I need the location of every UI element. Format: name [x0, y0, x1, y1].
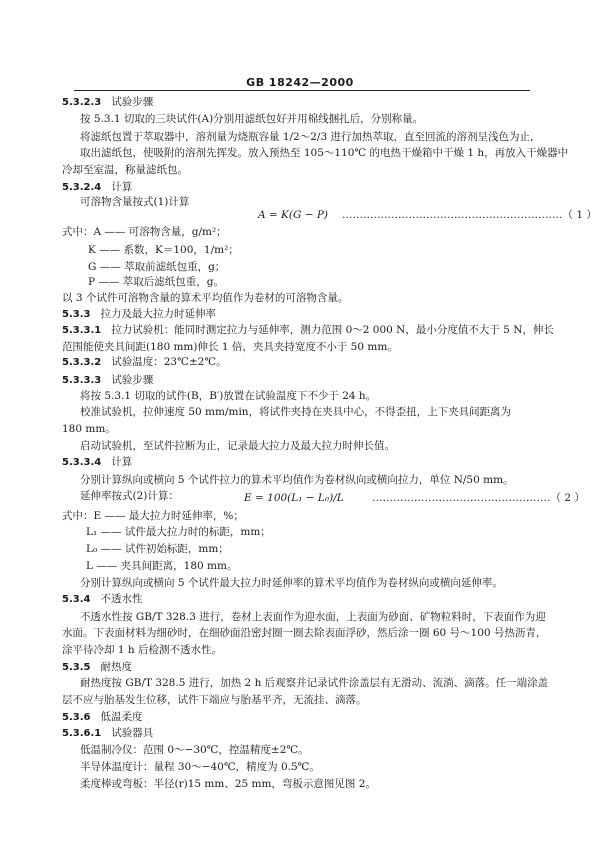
- text-line: [80, 195, 189, 209]
- text-line: [86, 559, 237, 573]
- line-text: 不透水性: [100, 593, 143, 605]
- equation-1: A = K(G − P): [258, 209, 329, 221]
- text-line: [62, 455, 132, 470]
- line-text: G —— 萃取前滤纸包重，g；: [88, 261, 226, 273]
- line-text: 耐热度按 GB/T 328.5 进行，加热 2 h 后观察并记录试件涂盖层有无滑动、流淌、滴落。任一端涂盖: [80, 677, 549, 689]
- text-line: [62, 323, 554, 338]
- text-line: [62, 726, 153, 741]
- line-text: 将滤纸包置于萃取器中，溶剂量为烧瓶容量 1/2～2/3 进行加热萃取，直至回流的溶剂呈浅色为止，: [80, 131, 541, 143]
- line-text: 式中：A —— 可溶物含量，g/m²；: [62, 226, 227, 238]
- equation-2-number: ……………………………………………（ 2 ）: [372, 492, 585, 504]
- line-text: 层不应与胎基发生位移，试件下端应与胎基平齐，无流挂、滴落。: [62, 694, 367, 706]
- clause-number: 5.3.3.3: [62, 375, 102, 386]
- text-line: [86, 542, 229, 556]
- text-line: [80, 112, 423, 126]
- line-text: 延伸率按式(2)计算：: [80, 490, 179, 502]
- line-text: 将按 5.3.1 切取的试件(B，B′)放置在试验温度下不少于 24 h。: [80, 390, 377, 402]
- line-text: 以 3 个试件可溶物含量的算术平均值作为卷材的可溶物含量。: [62, 292, 349, 304]
- line-text: 拉力及最大拉力时延伸率: [100, 308, 216, 320]
- text-line: [80, 473, 514, 487]
- text-line: [62, 291, 348, 305]
- text-line: [62, 643, 222, 657]
- text-line: [62, 693, 367, 707]
- clause-number: 5.3.3.4: [62, 457, 102, 468]
- text-line: [80, 146, 568, 160]
- clause-number: 5.3.6: [62, 712, 91, 723]
- text-line: [88, 243, 239, 257]
- text-line: [80, 489, 179, 503]
- text-line: [62, 660, 132, 675]
- line-text: L₁ —— 试件最大拉力时的标距，mm；: [86, 526, 271, 538]
- text-line: [62, 710, 142, 725]
- text-line: [88, 275, 224, 289]
- line-text: 水面。下表面材料为细砂时，在细砂面沿密封圈一圈去除表面浮砂，然后涂一圈 60 号～100 号热沥青，: [62, 627, 547, 639]
- line-text: 试验步骤: [111, 96, 154, 108]
- line-text: 试验温度：23℃±2℃。: [111, 356, 227, 368]
- clause-number: 5.3.3: [62, 309, 91, 320]
- text-line: [80, 576, 503, 590]
- clause-number: 5.3.3.2: [62, 357, 102, 368]
- line-text: 拉力试验机：能同时测定拉力与延伸率，测力范围 0～2 000 N，最小分度值不大于 5 N，伸长: [111, 324, 554, 336]
- line-text: 分别计算纵向或横向 5 个试件最大拉力时延伸率的算术平均值作为卷材纵向或横向延伸率。: [80, 577, 503, 589]
- line-text: 柔度棒或弯板：半径(r)15 mm、25 mm，弯板示意图见图 2。: [80, 778, 376, 790]
- line-text: 按 5.3.1 切取的三块试件(A)分别用滤纸包好并用棉线捆扎后，分别称量。: [80, 113, 424, 125]
- line-text: 试验步骤: [111, 374, 154, 386]
- text-line: [86, 525, 271, 539]
- line-text: 低温柔度: [100, 711, 143, 723]
- text-line: [62, 163, 188, 177]
- text-line: [80, 760, 320, 774]
- line-text: 可溶物含量按式(1)计算: [80, 196, 190, 208]
- text-line: [80, 439, 395, 453]
- line-text: 启动试验机，至试件拉断为止，记录最大拉力及最大拉力时伸长值。: [80, 440, 395, 452]
- text-line: [80, 389, 376, 403]
- clause-number: 5.3.2.4: [62, 182, 102, 193]
- line-text: 试验器具: [111, 727, 154, 739]
- clause-number: 5.3.2.3: [62, 97, 102, 108]
- text-line: [62, 307, 216, 322]
- text-line: [62, 509, 244, 523]
- equation-2: E = 100(L₁ − L₀)/L: [244, 492, 344, 504]
- line-text: L —— 夹具间距离，180 mm。: [86, 560, 238, 572]
- line-text: 取出滤纸包，使吸附的溶剂先挥发。放入预热至 105～110℃ 的电热干燥箱中干燥 1 h，再放入干燥器中: [80, 147, 569, 159]
- line-text: 范围能使夹具间距(180 mm)伸长 1 倍，夹具夹持宽度不小于 50 mm。: [62, 341, 398, 353]
- text-line: [62, 373, 153, 388]
- text-line: [62, 180, 132, 195]
- line-text: 耐热度: [100, 661, 132, 673]
- line-text: P —— 萃取后滤纸包重，g。: [88, 276, 224, 288]
- line-text: K —— 系数，K＝100，1/m²；: [88, 244, 239, 256]
- text-line: [62, 422, 116, 436]
- line-text: 涂平待冷却 1 h 后检测不透水性。: [62, 644, 222, 656]
- line-text: 不透水性按 GB/T 328.3 进行，卷材上表面作为迎水面，上表面为砂面、矿物粒料时，下表面作为迎: [80, 611, 546, 623]
- text-line: [62, 592, 142, 607]
- line-text: L₀ —— 试件初始标距，mm；: [86, 543, 229, 555]
- equation-1-number: ………………………………………………………（ 1 ）: [342, 209, 597, 221]
- text-line: [80, 743, 309, 757]
- line-text: 冷却至室温，称量滤纸包。: [62, 164, 188, 176]
- header-rule: [74, 90, 530, 91]
- text-line: [80, 405, 511, 419]
- clause-number: 5.3.4: [62, 594, 91, 605]
- line-text: 计算: [111, 456, 133, 468]
- line-text: 计算: [111, 181, 133, 193]
- line-text: 分别计算纵向或横向 5 个试件拉力的算术平均值作为卷材纵向或横向拉力，单位 N/50 mm。: [80, 474, 514, 486]
- line-text: 半导体温度计：量程 30～−40℃，精度为 0.5℃。: [80, 761, 320, 773]
- text-line: [80, 610, 546, 624]
- clause-number: 5.3.3.1: [62, 325, 102, 336]
- standard-header: GB 18242—2000: [246, 76, 354, 89]
- text-line: [62, 225, 227, 239]
- text-line: [80, 676, 548, 690]
- text-line: [62, 340, 398, 354]
- text-line: [62, 626, 546, 640]
- line-text: 低温制冷仪：范围 0～−30℃，控温精度±2℃。: [80, 744, 309, 756]
- text-line: [80, 777, 376, 791]
- text-line: [62, 355, 227, 370]
- line-text: 180 mm。: [62, 423, 116, 435]
- text-line: [80, 130, 540, 144]
- text-line: [62, 95, 153, 110]
- line-text: 式中：E —— 最大拉力时延伸率，%；: [62, 510, 244, 522]
- line-text: 校准试验机，拉伸速度 50 mm/min，将试件夹持在夹具中心，不得歪扭，上下夹具间距离为: [80, 406, 512, 418]
- text-line: [88, 260, 225, 274]
- clause-number: 5.3.6.1: [62, 728, 102, 739]
- clause-number: 5.3.5: [62, 662, 91, 673]
